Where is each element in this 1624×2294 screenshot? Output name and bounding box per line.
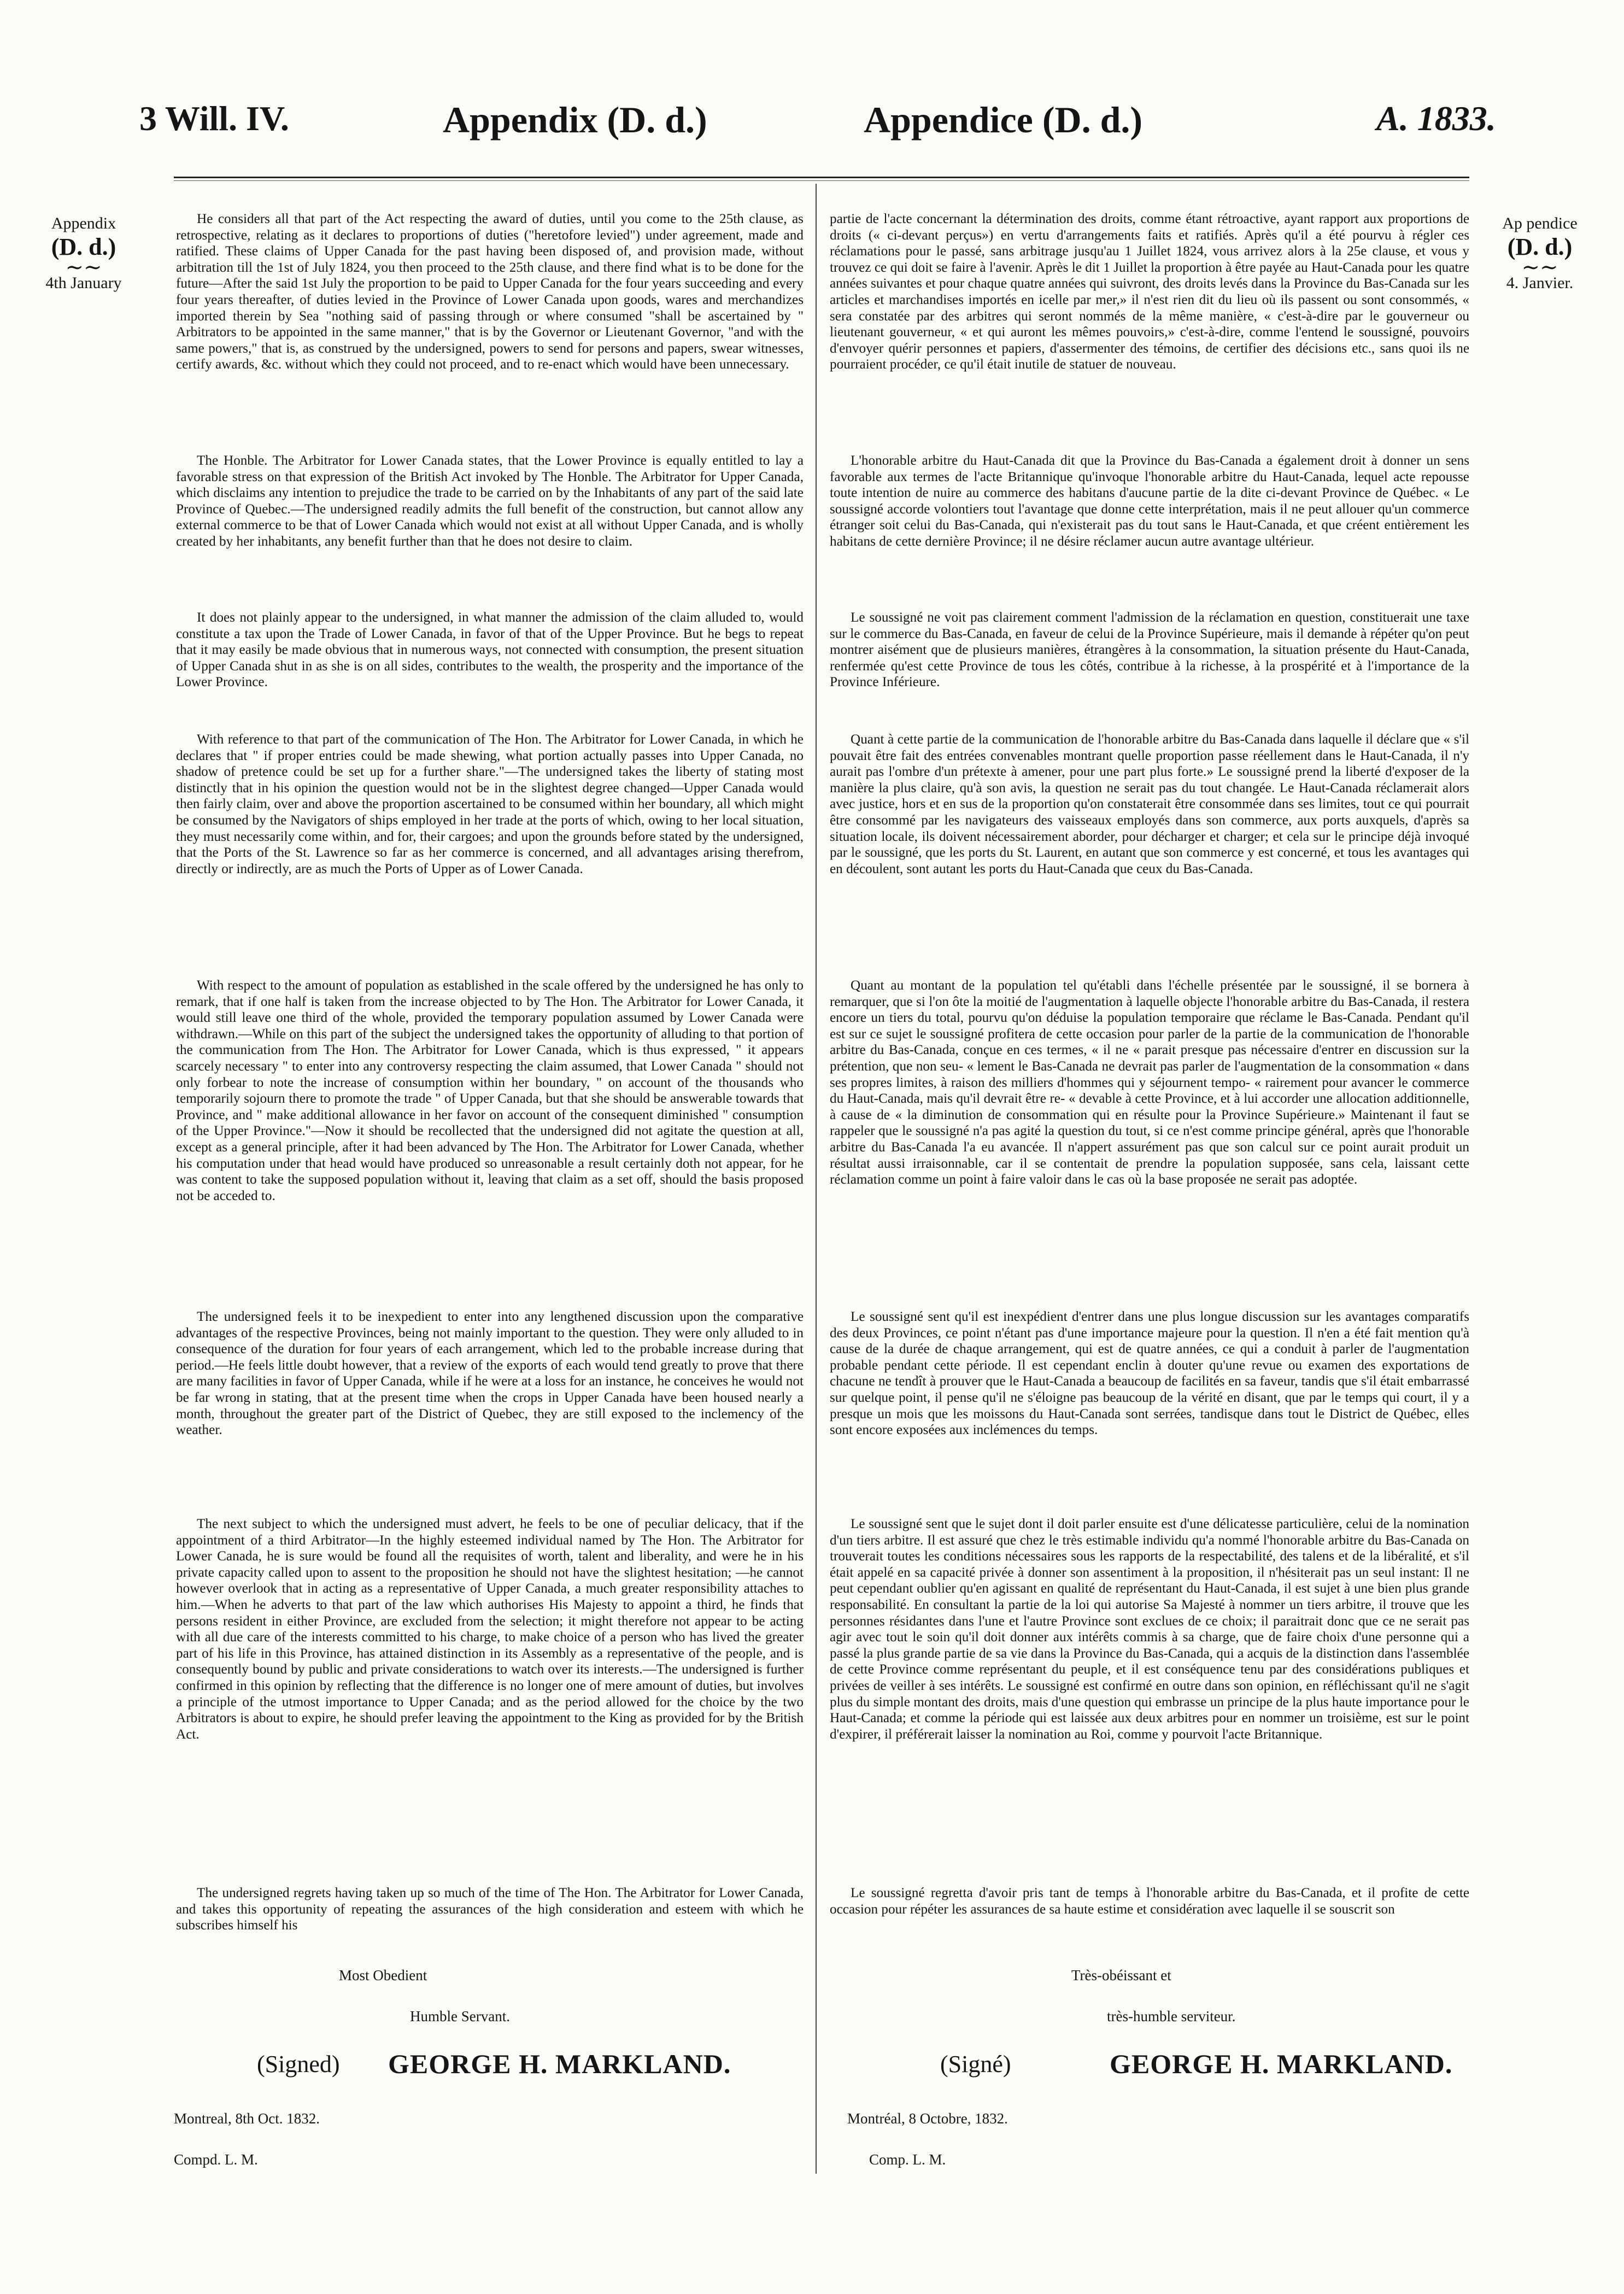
fr-paragraph-3: Le soussigné ne voit pas clairement comment l'admission de la réclamation en question, constituerait une taxe sur le commerce du Bas-Canada, en faveur de celui de la Province Supérieure, mais il demande à répéter qu'on peut montrer aisément que de plusieurs manières, étrangères à la consommation, la situation présente du Haut-Canada, renfermée qu'est cette Province de tous les côtés, contribue à la richesse, à la prospérité et à l'importance de la Province Inférieure. — [830, 610, 1469, 690]
column-divider — [816, 184, 817, 2174]
fr-paragraph-5: Quant au montant de la population tel qu'établi dans l'échelle présentée par le soussigné, il se bornera à remarquer, que si l'on ôte la moitié de l'augmentation à laquelle objecte l'honorable arbitre du Bas-Canada, il restera encore un tiers du total, pourvu qu'on déduise la population temporaire que réclame le Bas-Canada. Pendant qu'il est sur ce sujet le soussigné profitera de cette occasion pour parler de la partie de la communication de l'honorable arbitre du Bas-Canada, conçue en ces termes, « il ne « parait presque pas nécessaire d'entrer en discussion sur la prétention, que non seu- « lement le Bas-Canada ne devrait pas parler de l'augmentation de la consommation « dans ses propres limites, à raison des milliers d'hommes qui y séjournent tempo- « rairement pour avancer le commerce du Haut-Canada, mais qu'il devrait être re- « devable à cette Province, et à lui accorder une allocation additionnelle, à cause de « la diminution de consommation qui en résulte pour la Province Supérieure.» Maintenant il faut se rappeler que le soussigné n'a pas agité la question du tout, si ce n'est comme principe général, après que l'honorable arbitre du Bas-Canada l'a eu avancée. Il n'appert assurément pas que son calcul sur ce point aurait produit un résultat aussi irraisonnable, car il se contentait de prendre la population supposée, sans cela, laissant cette réclamation comme un point à faire valoir dans le cas où la base proposée ne serait pas adoptée. — [830, 978, 1469, 1187]
en-paragraph-1: He considers all that part of the Act respecting the award of duties, until you come to the 25th clause, as retrospective, relating as it declares to proportions of duties ("heretofore levied") under agreement, made and ratified. These claims of Upper Canada for the past having been disposed of, and provision made, without arbitration till the 1st of July 1824, you then proceed to the 25th clause, and there find what is to be done for the future—After the said 1st July the proportion to be paid to Upper Canada for the four years succeeding and every four years thereafter, of duties levied in the Province of Lower Canada upon goods, wares and merchandizes imported therein by Sea "nothing said of passing through or where consumed "shall be ascertained by " Arbitrators to be appointed in the same manner," that is by the Governor or Lieutenant Governor, "and with the same powers," that is, as construed by the undersigned, powers to send for persons and papers, swear witnesses, certify awards, &c. without which they could not proceed, and to re-enact which would have been unnecessary. — [176, 212, 804, 372]
fr-compared: Comp. L. M. — [869, 2151, 946, 2168]
margin-flourish-left: ∼∼ — [65, 255, 102, 280]
fr-paragraph-8: Le soussigné regretta d'avoir pris tant de temps à l'honorable arbitre du Bas-Canada, et il profite de cette occasion pour répéter les assurances de sa haute estime et considération avec laquelle il se souscrit son — [830, 1886, 1469, 1917]
margin-note-left — [32, 214, 136, 293]
header-rule — [174, 177, 1469, 178]
session-heading: 3 Will. IV. — [139, 99, 289, 138]
fr-paragraph-2: L'honorable arbitre du Haut-Canada dit que la Province du Bas-Canada a également droit à donner un sens favorable aux termes de l'acte Britannique qu'invoque l'honorable arbitre du Haut-Canada, lequel acte repousse toute intention de nuire au commerce des habitans d'aucune partie de la dite ci-devant Province de Québec. « Le soussigné accorde volontiers tout l'avantage que donne cette interprétation, mais il ne peut allouer qu'un commerce étranger soit celui du Bas-Canada, qui n'existerait pas du tout sans le Haut-Canada, et que créent entièrement les habitans de cette dernière Province; il ne désire réclamer aucun autre avantage ultérieur. — [830, 453, 1469, 549]
appendix-heading-en: Appendix (D. d.) — [443, 99, 707, 141]
fr-paragraph-4: Quant à cette partie de la communication de l'honorable arbitre du Bas-Canada dans laquelle il déclare que « s'il pouvait être fait des entrées convenables montrant quelle proportion passe réellement dans le Haut-Canada, il n'y aurait pas l'ombre d'un prétexte à amener, pour une part plus forte.» Le soussigné prend la liberté d'exposer de la manière la plus claire, qu'à son avis, la question ne serait pas du tout changée. Le Haut-Canada réclamerait alors avec justice, hors et en sus de la proportion qu'on constaterait être consommée dans ses limites, tout ce qui pourrait être consommé par les navigateurs des vaisseaux employés dans son commerce, aux ports auxquels, d'après sa situation locale, ils doivent nécessairement aborder, pour décharger et charger; et cela sur le principe déjà invoqué par le soussigné, que les ports du St. Laurent, en autant que son commerce y est concerné, et tous les avantages qui en découlent, sont autant les ports du Haut-Canada que ceux du Bas-Canada. — [830, 732, 1469, 876]
margin-label-left: Appendix — [51, 214, 116, 232]
margin-date-left: 4th January — [45, 274, 122, 292]
en-closing-1: Most Obedient — [339, 1967, 427, 1983]
en-paragraph-3: It does not plainly appear to the undersigned, in what manner the admission of the claim alluded to, would constitute a tax upon the Trade of Lower Canada, in favor of that of the Upper Province. But he begs to repeat that it may easily be made obvious that in numerous ways, not connected with consumption, the present situation of Upper Canada shut in as she is on all sides, contributes to the wealth, the prosperity and the importance of the Lower Province. — [176, 610, 804, 690]
en-signed-label: (Signed) — [257, 2051, 340, 2078]
en-paragraph-7: The next subject to which the undersigned must advert, he feels to be one of peculiar delicacy, that if the appointment of a third Arbitrator—In the highly esteemed individual named by The Hon. The Arbitrator for Lower Canada, he is sure would be found all the requisites of worth, talent and liberality, and were he in his private capacity called upon to assent to the proposition he should not have the slightest hesitation; —he cannot however overlook that in acting as a representative of Upper Canada, a much greater responsibility attaches to him.—When he adverts to that part of the law which authorises His Majesty to appoint a third, he finds that persons resident in either Province, are excluded from the selection; it might therefore not appear to be acting with all due care of the interests committed to his charge, to make choice of a person who has lived the greater part of his life in this Province, has attained distinction in its Assembly as a representative of the people, and is consequently bound by public and private considerations to watch over its interests.—The undersigned is further confirmed in this opinion by reflecting that the difference is no longer one of mere amount of duties, but involves a principle of the utmost importance to Upper Canada; and as the period allowed for the choice by the two Arbitrators is about to expire, he should prefer leaving the appointment to the King as provided for by the British Act. — [176, 1517, 804, 1742]
en-paragraph-4: With reference to that part of the communication of The Hon. The Arbitrator for Lower Canada, in which he declares that " if proper entries could be made shewing, what portion actually passes into Upper Canada, no shadow of pretence could be set up for a further share."—The undersigned takes the liberty of stating most distinctly that in his opinion the question would not be in the slightest degree changed—Upper Canada would then fairly claim, over and above the proportion ascertained to be consumed within her boundary, all which might be consumed by the Navigators of ships employed in her trade at the ports of which, owing to her local situation, they must necessarily come within, and for, their cargoes; and upon the grounds before stated by the undersigned, that the Ports of the St. Lawrence so far as her commerce is concerned, and all advantages arising therefrom, directly or indirectly, are as much the Ports of Upper as of Lower Canada. — [176, 732, 804, 876]
fr-paragraph-7: Le soussigné sent que le sujet dont il doit parler ensuite est d'une délicatesse particulière, celui de la nomination d'un tiers arbitre. Il est assuré que chez le très estimable individu qu'a nommé l'honorable arbitre du Bas-Canada on trouverait toutes les conditions nécessaires sous les rapports de la respectabilité, des talens et de la libéralité, et s'il était appelé en sa capacité privée à donner son assentiment à la proposition, il n'hésiterait pas un seul instant: Il ne peut cependant oublier qu'en agissant en qualité de représentant du Haut-Canada, il est sujet à une bien plus grande responsabilité. En consultant la partie de la loi qui autorise Sa Majesté à nommer un tiers arbitre, il trouve que les personnes résidantes dans l'une et l'autre Province sont exclues de ce choix; il paraitrait donc que ce ne serait pas agir avec tout le soin qu'il doit donner aux intérêts commis à sa charge, que de faire choix d'une personne qui a passé la plus grande partie de sa vie dans la Province du Bas-Canada, qui a acquis de la distinction dans l'assemblée de cette Province comme représentant du peuple, et il est conséquence tenu par des considérations publiques et privées de veiller à ses intérêts. Le soussigné est confirmé en outre dans son opinion, en réfléchissant qu'il ne s'agit plus du simple montant des droits, mais d'une question qui embrasse un principe de la plus haute importance pour le Haut-Canada; et comme la période qui est laissée aux deux arbitres pour en nommer un troisième, est sur le point d'expirer, il préférerait laisser la nomination au Roi, comme y pourvoit l'acte Britannique. — [830, 1517, 1469, 1742]
en-paragraph-6: The undersigned feels it to be inexpedient to enter into any lengthened discussion upon the comparative advantages of the respective Provinces, being not mainly important to the question. They were only alluded to in consequence of the duration for four years of each arrangement, which led to the probable increase during that period.—He feels little doubt however, that a review of the exports of each would tend greatly to prove that there are many facilities in favor of Upper Canada, while if he were at a loss for an instance, he conceives he would not be far wrong in stating, that at the present time when the crops in Upper Canada have been housed nearly a month, throughout the greater part of the District of Quebec, they are still exposed to the inclemency of the weather. — [176, 1309, 804, 1438]
en-signatory-name: GEORGE H. MARKLAND. — [388, 2049, 731, 2079]
en-compared: Compd. L. M. — [174, 2151, 258, 2168]
en-place-date: Montreal, 8th Oct. 1832. — [174, 2110, 320, 2127]
margin-note-right — [1482, 214, 1597, 293]
fr-signatory-name: GEORGE H. MARKLAND. — [1110, 2049, 1453, 2079]
en-paragraph-5: With respect to the amount of population as established in the scale offered by the undersigned he has only to remark, that if one half is taken from the increase objected to by The Hon. The Arbitrator for Lower Canada, it would still leave one third of the whole, provided the temporary population assumed by Lower Canada were withdrawn.—While on this part of the subject the undersigned takes the opportunity of alluding to that portion of the communication from The Hon. The Arbitrator for Lower Canada, which is thus expressed, " it appears scarcely necessary " to enter into any controversy respecting the claim assumed, that Lower Canada " should not only forbear to note the increase of consumption within her boundary, " on account of the thousands who temporarily sojourn there to promote the trade " of Upper Canada, but that she should be answerable towards that Province, and " make additional allowance in her favor on account of the consequent diminished " consumption of the Upper Province."—Now it should be recollected that the undersigned did not agitate the question at all, except as a general principle, after it had been advanced by The Hon. The Arbitrator for Lower Canada, whether his computation under that head would have produced so unreasonable a result certainly doth not appear, for he was content to take the supposed population without it, leaving that claim as a set off, should the basis proposed not be acceded to. — [176, 978, 804, 1203]
en-paragraph-8: The undersigned regrets having taken up so much of the time of The Hon. The Arbitrator for Lower Canada, and takes this opportunity of repeating the assurances of the high consideration and esteem with which he subscribes himself his — [176, 1886, 804, 1933]
fr-closing-1: Très-obéissant et — [1071, 1967, 1171, 1983]
margin-code-right: (D. d.) — [1507, 233, 1573, 260]
header-rule-thin — [174, 180, 1469, 181]
fr-paragraph-1: partie de l'acte concernant la détermination des droits, comme étant rétroactive, ayant rapport aux proportions de droits (« ci-devant perçus») en vertu d'arrangements faits et ratifiés. Après qu'il a été pourvu à régler ces réclamations pour le passé, sans arbitrage jusqu'au 1 Juillet 1824, vous arrivez alors à la 25e clause, et vous y trouvez ce qui doit se faire à l'avenir. Après le dit 1 Juillet la proportion à être payée au Haut-Canada pour les quatre années suivantes et pour chaque quatre années qui suivront, des droits levés dans la Province du Bas-Canada sur les articles et marchandises importés en icelle par mer,» il n'est rien dit du lieu où ils passent ou sont consommés, « sera constatée par des arbitres qui seront nommés de la même manière, « c'est-à-dire par le gouverneur ou lieutenant gouverneur, « et qui auront les mêmes pouvoirs,» c'est-à-dire, comme l'entend le soussigné, pouvoirs d'envoyer quérir personnes et papiers, d'assermenter des témoins, de certifier des décisions etc., sans quoi ils ne pourraient procéder, ce qu'il était inutile de statuer de nouveau. — [830, 212, 1469, 372]
margin-date-right: 4. Janvier. — [1506, 274, 1574, 292]
year-heading: A. 1833. — [1376, 99, 1496, 138]
fr-signed-label: (Signé) — [940, 2051, 1011, 2078]
margin-label-right: Ap pendice — [1502, 214, 1578, 232]
margin-flourish-right: ∼∼ — [1521, 255, 1558, 280]
margin-code-left: (D. d.) — [51, 233, 116, 260]
fr-place-date: Montréal, 8 Octobre, 1832. — [847, 2110, 1008, 2127]
en-paragraph-2: The Honble. The Arbitrator for Lower Canada states, that the Lower Province is equally entitled to lay a favorable stress on that expression of the British Act invoked by The Honble. The Arbitrator for Upper Canada, which disclaims any intention to prejudice the trade to be carried on by the Inhabitants of any part of the said late Province of Quebec.—The undersigned readily admits the full benefit of the construction, but cannot allow any external commerce to be that of Lower Canada which would not exist at all without Upper Canada, and is wholly created by her inhabitants, any benefit further than that he does not desire to claim. — [176, 453, 804, 549]
appendix-heading-fr: Appendice (D. d.) — [864, 99, 1143, 141]
en-closing-2: Humble Servant. — [410, 2008, 510, 2024]
fr-closing-2: très-humble serviteur. — [1107, 2008, 1236, 2024]
fr-paragraph-6: Le soussigné sent qu'il est inexpédient d'entrer dans une plus longue discussion sur les avantages comparatifs des deux Provinces, ce point n'étant pas d'une importance majeure pour la question. Il n'en a été fait mention qu'à cause de la durée de chaque arrangement, qui est de quatre années, ce qui a conduit à parler de l'augmentation probable pendant cette période. Il est cependant enclin à douter qu'une revue ou examen des exportations de chacune ne tendît à prouver que le Haut-Canada a beaucoup de facilités en sa faveur, tandis que s'il était embarrassé sur quelque point, il pense qu'il ne s'éloigne pas beaucoup de la vérité en disant, que par le temps qui court, il y a presque un mois que les moissons du Haut-Canada sont serrées, tandisque dans tout le District de Québec, elles sont encore exposées aux inclémences du temps. — [830, 1309, 1469, 1438]
